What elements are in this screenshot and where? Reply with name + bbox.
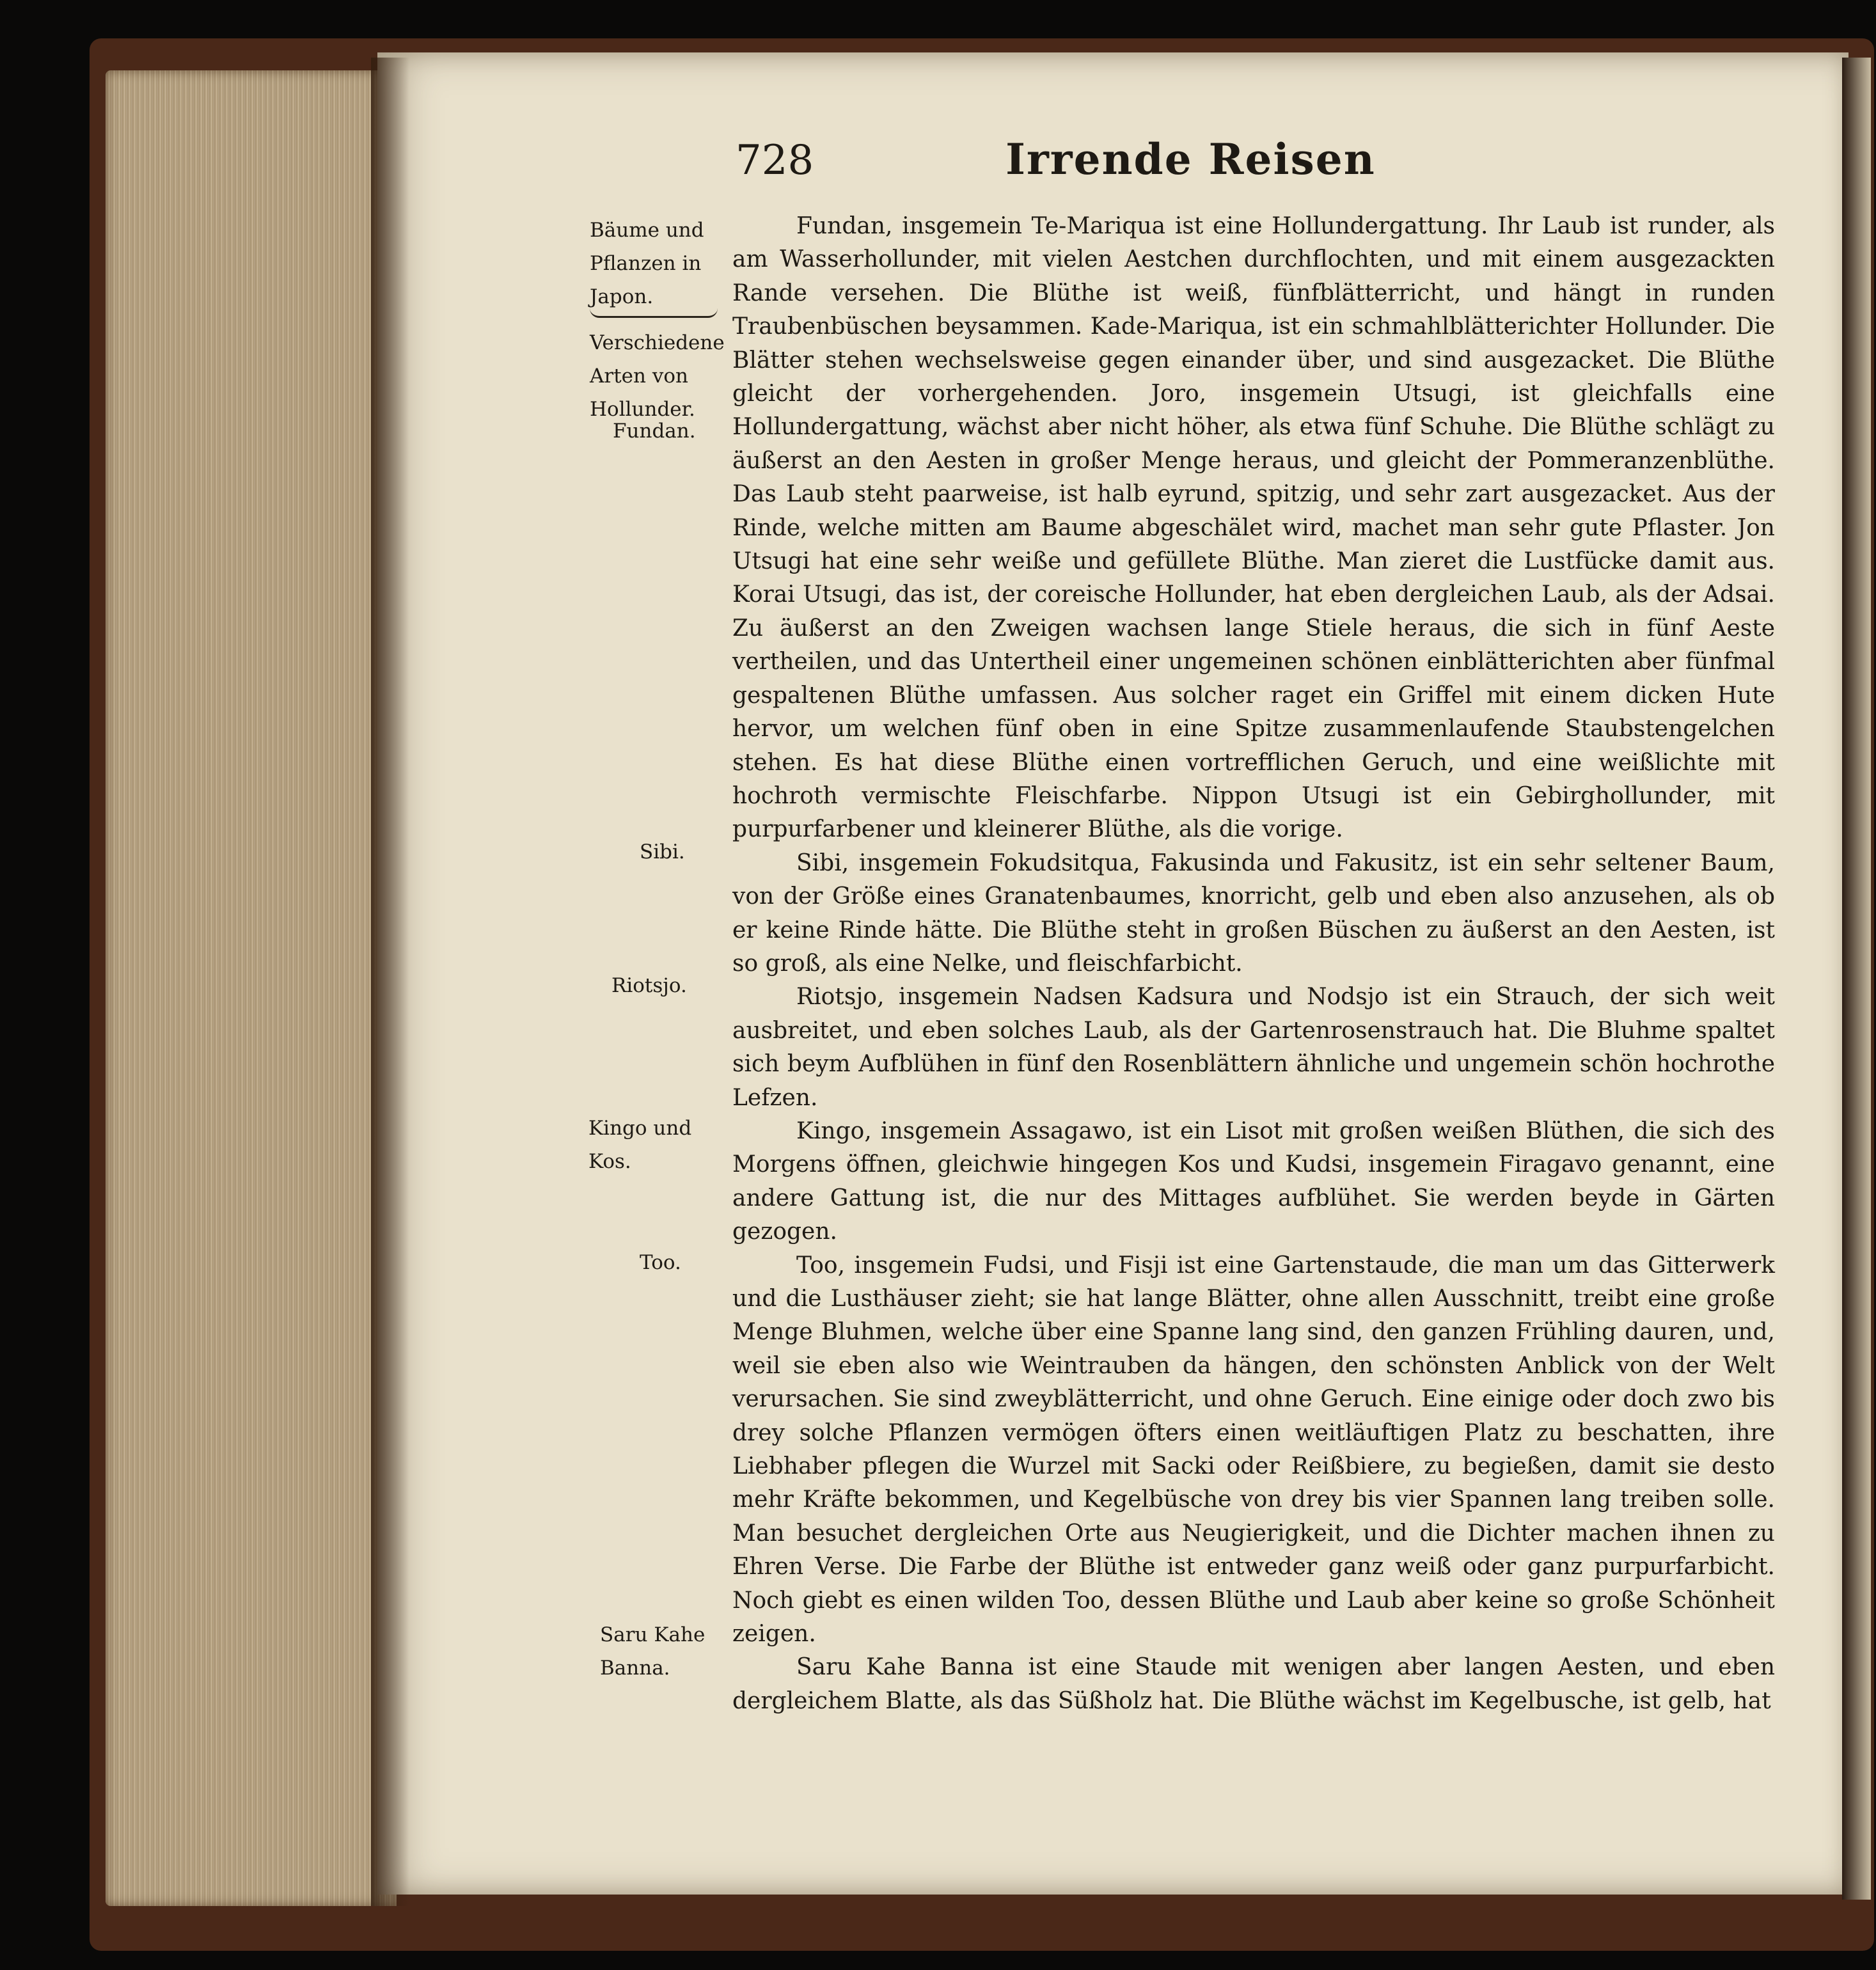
- paragraph-fundan: Fundan, insgemein Te-Mariqua ist eine Hollundergattung. Ihr Laub ist runder, als am Wasserhollunder, mit vielen Aestchen durchflochten, und mit einem ausgezackten Rande versehen. Die Blüthe ist weiß, fünfblätterricht, und hängt in runden Traubenbüschen beysammen. Kade-Mariqua, ist ein schmahlblätterichter Hollunder. Die Blätter stehen wechselsweise gegen einander über, und sind ausgezacket. Die Blüthe gleicht der vorhergehenden. Joro, insgemein Utsugi, ist gleichfalls eine Hollundergattung, wächst aber nicht höher, als etwa fünf Schuhe. Die Blüthe schlägt zu äußerst an den Aesten in großer Menge heraus, und gleicht der Pommeranzenblüthe. Das Laub steht paarweise, ist halb eyrund, spitzig, und sehr zart ausgezacket. Aus der Rinde, welche mitten am Baume abgeschälet wird, machet man sehr gute Pflaster. Jon Utsugi hat eine sehr weiße und gefüllete Blüthe. Man zieret die Lustfücke damit aus. Korai Utsugi, das ist, der coreische Hollunder, hat eben dergleichen Laub, als der Adsai. Zu äußerst an den Zweigen wachsen lange Stiele heraus, die sich in fünf Aeste vertheilen, und das Untertheil einer ungemeinen schönen einblätterichten aber fünfmal gespaltenen Blüthe umfassen. Aus solcher raget ein Griffel mit einem dicken Hute hervor, um welchen fünf oben in eine Spitze zusammenlaufende Staubstengelchen stehen. Es hat diese Blüthe einen vortrefflichen Geruch, und eine weißlichte mit hochroth vermischte Fleischfarbe. Nippon Utsugi ist ein Gebirghollunder, mit purpurfarbener und kleinerer Blüthe, als die vorige.: [732, 213, 1775, 843]
- page-edges: [106, 70, 397, 1906]
- running-title: Irrende Reisen: [1005, 134, 1376, 184]
- spine-shadow: [371, 58, 409, 1906]
- margin-note-sibi: Sibi.: [640, 840, 685, 863]
- paragraph-saru: Saru Kahe Banna ist eine Staude mit wenigen aber langen Aesten, und eben dergleichem Blatte, als das Süßholz hat. Die Blüthe wächst im Kegelbusche, ist gelb, hat: [732, 1654, 1775, 1714]
- paragraph-too: Too, insgemein Fudsi, und Fisji ist eine Gartenstaude, die man um das Gitterwerk und die Lusthäuser zieht; sie hat lange Blätter, ohne allen Ausschnitt, treibt eine große Menge Bluhmen, welche über eine Spanne lang sind, den ganzen Frühling dauren, und, weil sie eben also wie Weintrauben da hängen, den schönsten Anblick von der Welt verursachen. Sie sind zweyblätterricht, und ohne Geruch. Eine einige oder doch zwo bis drey solche Pflanzen vermögen öfters einen weitläuftigen Platz zu beschatten, ihre Liebhaber pflegen die Wurzel mit Sacki oder Reißbiere, zu begießen, damit sie desto mehr Kräfte bekommen, und Kegelbüsche von drey bis vier Spannen lang treiben solle. Man besuchet dergleichen Orte aus Neugierigkeit, und die Dichter machen ihnen zu Ehren Verse. Die Farbe der Blüthe ist entweder ganz weiß oder ganz purpurfarbicht. Noch giebt es einen wilden Too, dessen Blüthe und Laub aber keine so große Schönheit zeigen.: [732, 1252, 1775, 1648]
- margin-note-saru: Saru Kahe Banna.: [600, 1623, 705, 1680]
- body-text: [732, 210, 1775, 1718]
- margin-note-riotsjo: Riotsjo.: [611, 974, 687, 997]
- page-number: 728: [736, 137, 814, 184]
- margin-note-kingo: Kingo und Kos.: [588, 1117, 692, 1173]
- margin-section-heading: Bäume und Pflanzen in Japon.: [590, 219, 704, 308]
- margin-divider: [590, 308, 718, 318]
- paragraph-sibi: Sibi, insgemein Fokudsitqua, Fakusinda und Fakusitz, ist ein sehr seltener Baum, von der Größe eines Granatenbaumes, knorricht, gelb und eben also anzusehen, als ob er keine Rinde hätte. Die Blüthe steht in großen Büschen zu äußerst an den Aesten, ist so groß, als eine Nelke, und fleischfarbicht.: [732, 849, 1775, 977]
- page-header: [736, 134, 1439, 192]
- facing-page-edge: [1842, 58, 1871, 1900]
- margin-note-too: Too.: [640, 1251, 681, 1274]
- margin-sub-heading: Verschiedene Arten von Hollunder.: [590, 331, 725, 421]
- paragraph-kingo: Kingo, insgemein Assagawo, ist ein Lisot mit großen weißen Blüthen, die sich des Morgens öffnen, gleichwie hingegen Kos und Kudsi, insgemein Firagavo genannt, eine andere Gattung ist, die nur des Mittages aufblühet. Sie werden beyde in Gärten gezogen.: [732, 1117, 1775, 1245]
- margin-note-fundan: Fundan.: [613, 420, 696, 443]
- paragraph-riotsjo: Riotsjo, insgemein Nadsen Kadsura und Nodsjo ist ein Strauch, der sich weit ausbreitet, und eben solches Laub, als der Gartenrosenstrauch hat. Die Bluhme spaltet sich beym Aufblühen in fünf den Rosenblättern ähnliche und ungemein schön hochrothe Lefzen.: [732, 984, 1775, 1111]
